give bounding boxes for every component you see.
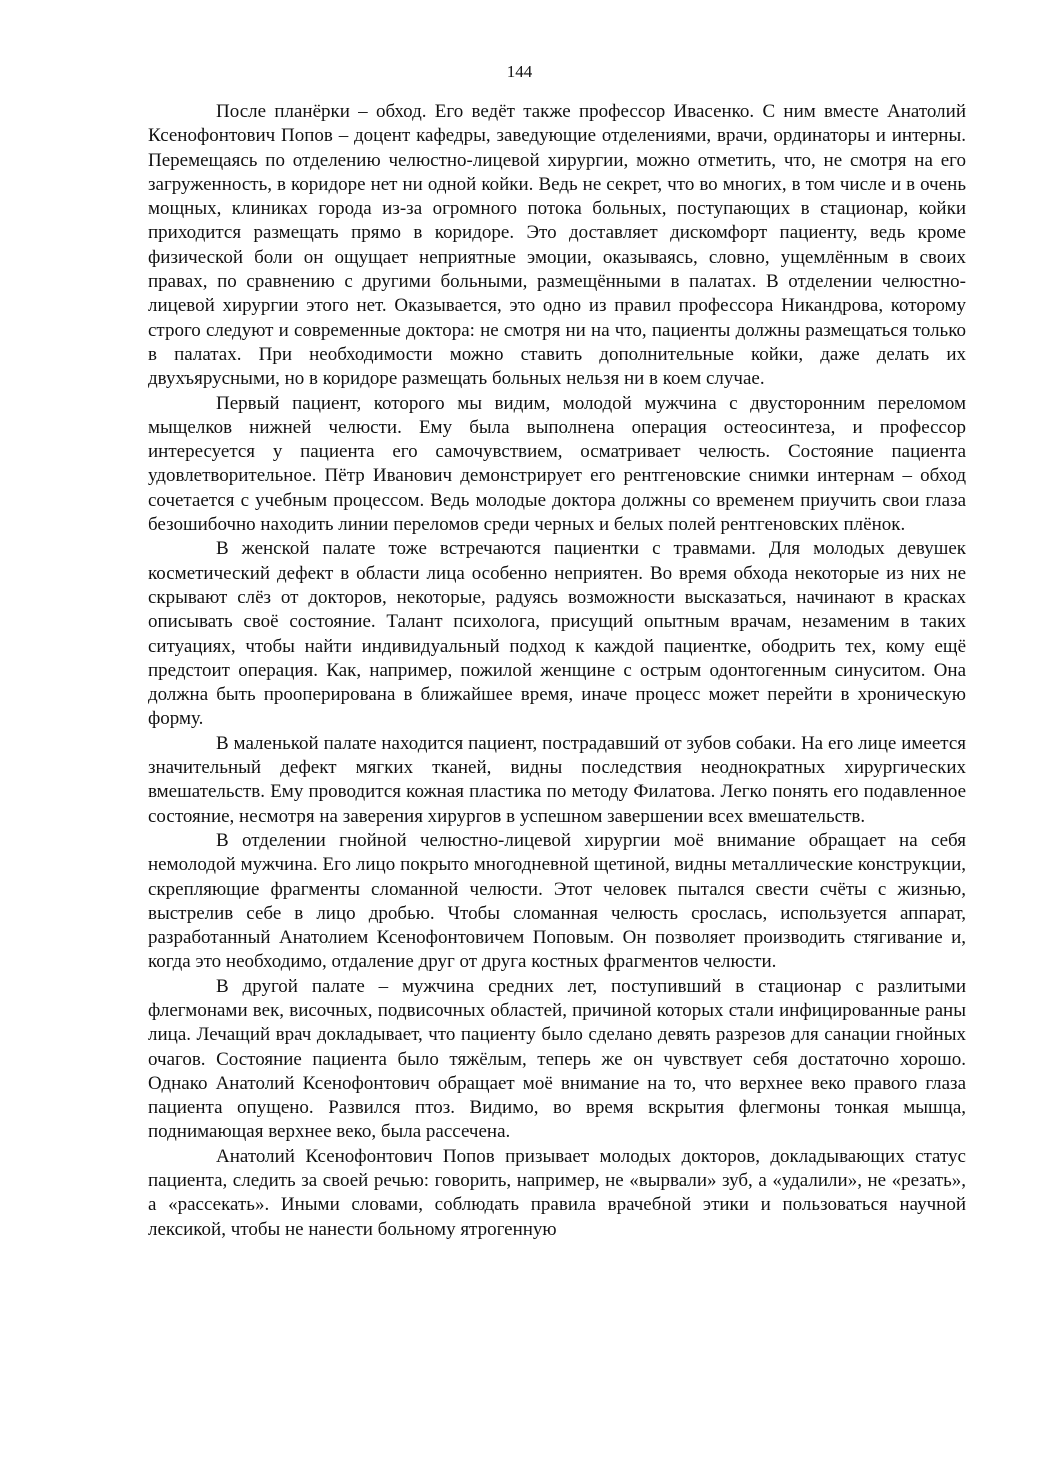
paragraph: В другой палате – мужчина средних лет, поступивший в стационар с разлитыми флегмонами век, височных, подвисочных областей, причиной которых стали инфицированные раны лица. Лечащий врач докладывает, что пациенту было сделано девять разрезов для санации гнойных очагов. Состояние пациента было тяжёлым, теперь же он чувствует себя достаточно хорошо. Однако Анатолий Ксенофонтович обращает моё внимание на то, что верхнее веко правого глаза пациента опущено. Развился птоз. Видимо, во время вскрытия флегмоны тонкая мышца, поднимающая верхнее веко, была рассечена. (148, 975, 966, 1143)
page-number: 144 (506, 62, 533, 81)
paragraph: После планёрки – обход. Его ведёт также профессор Ивасенко. С ним вместе Анатолий Ксенофонтович Попов – доцент кафедры, заведующие отделениями, врачи, ординаторы и интерны. Перемещаясь по отделению челюстно-лицевой хирургии, можно отметить, что, не смотря на его загруженность, в коридоре нет ни одной койки. Ведь не секрет, что во многих, в том числе и в очень мощных, клиниках города из-за огромного потока больных, поступающих в стационар, койки приходится размещать прямо в коридоре. Это доставляет дискомфорт пациенту, ведь кроме физической боли он ощущает неприятные эмоции, оказываясь, словно, ущемлённым в своих правах, по сравнению с другими больными, размещёнными в палатах. В отделении челюстно-лицевой хирургии этого нет. Оказывается, это одно из правил профессора Никандрова, которому строго следуют и современные доктора: не смотря ни на что, пациенты должны размещаться только в палатах. При необходимости можно ставить дополнительные койки, даже делать их двухъярусными, но в коридоре размещать больных нельзя ни в коем случае. (148, 101, 966, 390)
paragraph: В отделении гнойной челюстно-лицевой хирургии моё внимание обращает на себя немолодой мужчина. Его лицо покрыто многодневной щетиной, видны металлические конструкции, скрепляющие фрагменты сломанной челюсти. Этот человек пытался свести счёты с жизнью, выстрелив себе в лицо дробью. Чтобы сломанная челюсть срослась, используется аппарат, разработанный Анатолием Ксенофонтовичем Поповым. Он позволяет производить стягивание и, когда это необходимо, отдаление друг от друга костных фрагментов челюсти. (148, 829, 966, 973)
body-text (148, 100, 966, 1242)
paragraph: Первый пациент, которого мы видим, молодой мужчина с двусторонним переломом мыщелков нижней челюсти. Ему была выполнена операция остеосинтеза, и профессор интересуется у пациента его самочувствием, осматривает челюсть. Состояние пациента удовлетворительное. Пётр Иванович демонстрирует его рентгеновские снимки интернам – обход сочетается с учебным процессом. Ведь молодые доктора должны со временем приучить свои глаза безошибочно находить линии переломов среди черных и белых полей рентгеновских плёнок. (148, 392, 966, 536)
paragraph: В маленькой палате находится пациент, пострадавший от зубов собаки. На его лице имеется значительный дефект мягких тканей, видны последствия неоднократных хирургических вмешательств. Ему проводится кожная пластика по методу Филатова. Легко понять его подавленное состояние, несмотря на заверения хирургов в успешном завершении всех вмешательств. (148, 732, 966, 827)
paragraph: Анатолий Ксенофонтович Попов призывает молодых докторов, докладывающих статус пациента, следить за своей речью: говорить, например, не «вырвали» зуб, а «удалили», не «резать», а «рассекать». Иными словами, соблюдать правила врачебной этики и пользоваться научной лексикой, чтобы не нанести больному ятрогенную (148, 1145, 966, 1240)
paragraph: В женской палате тоже встречаются пациентки с травмами. Для молодых девушек косметический дефект в области лица особенно неприятен. Во время обхода некоторые из них не скрывают слёз от докторов, некоторые, радуясь возможности высказаться, начинают в красках описывать своё состояние. Талант психолога, присущий опытным врачам, незаменим в таких ситуациях, чтобы найти индивидуальный подход к каждой пациентке, ободрить тех, кому ещё предстоит операция. Как, например, пожилой женщине с острым одонтогенным синуситом. Она должна быть прооперирована в ближайшее время, иначе процесс может перейти в хроническую форму. (148, 538, 966, 730)
